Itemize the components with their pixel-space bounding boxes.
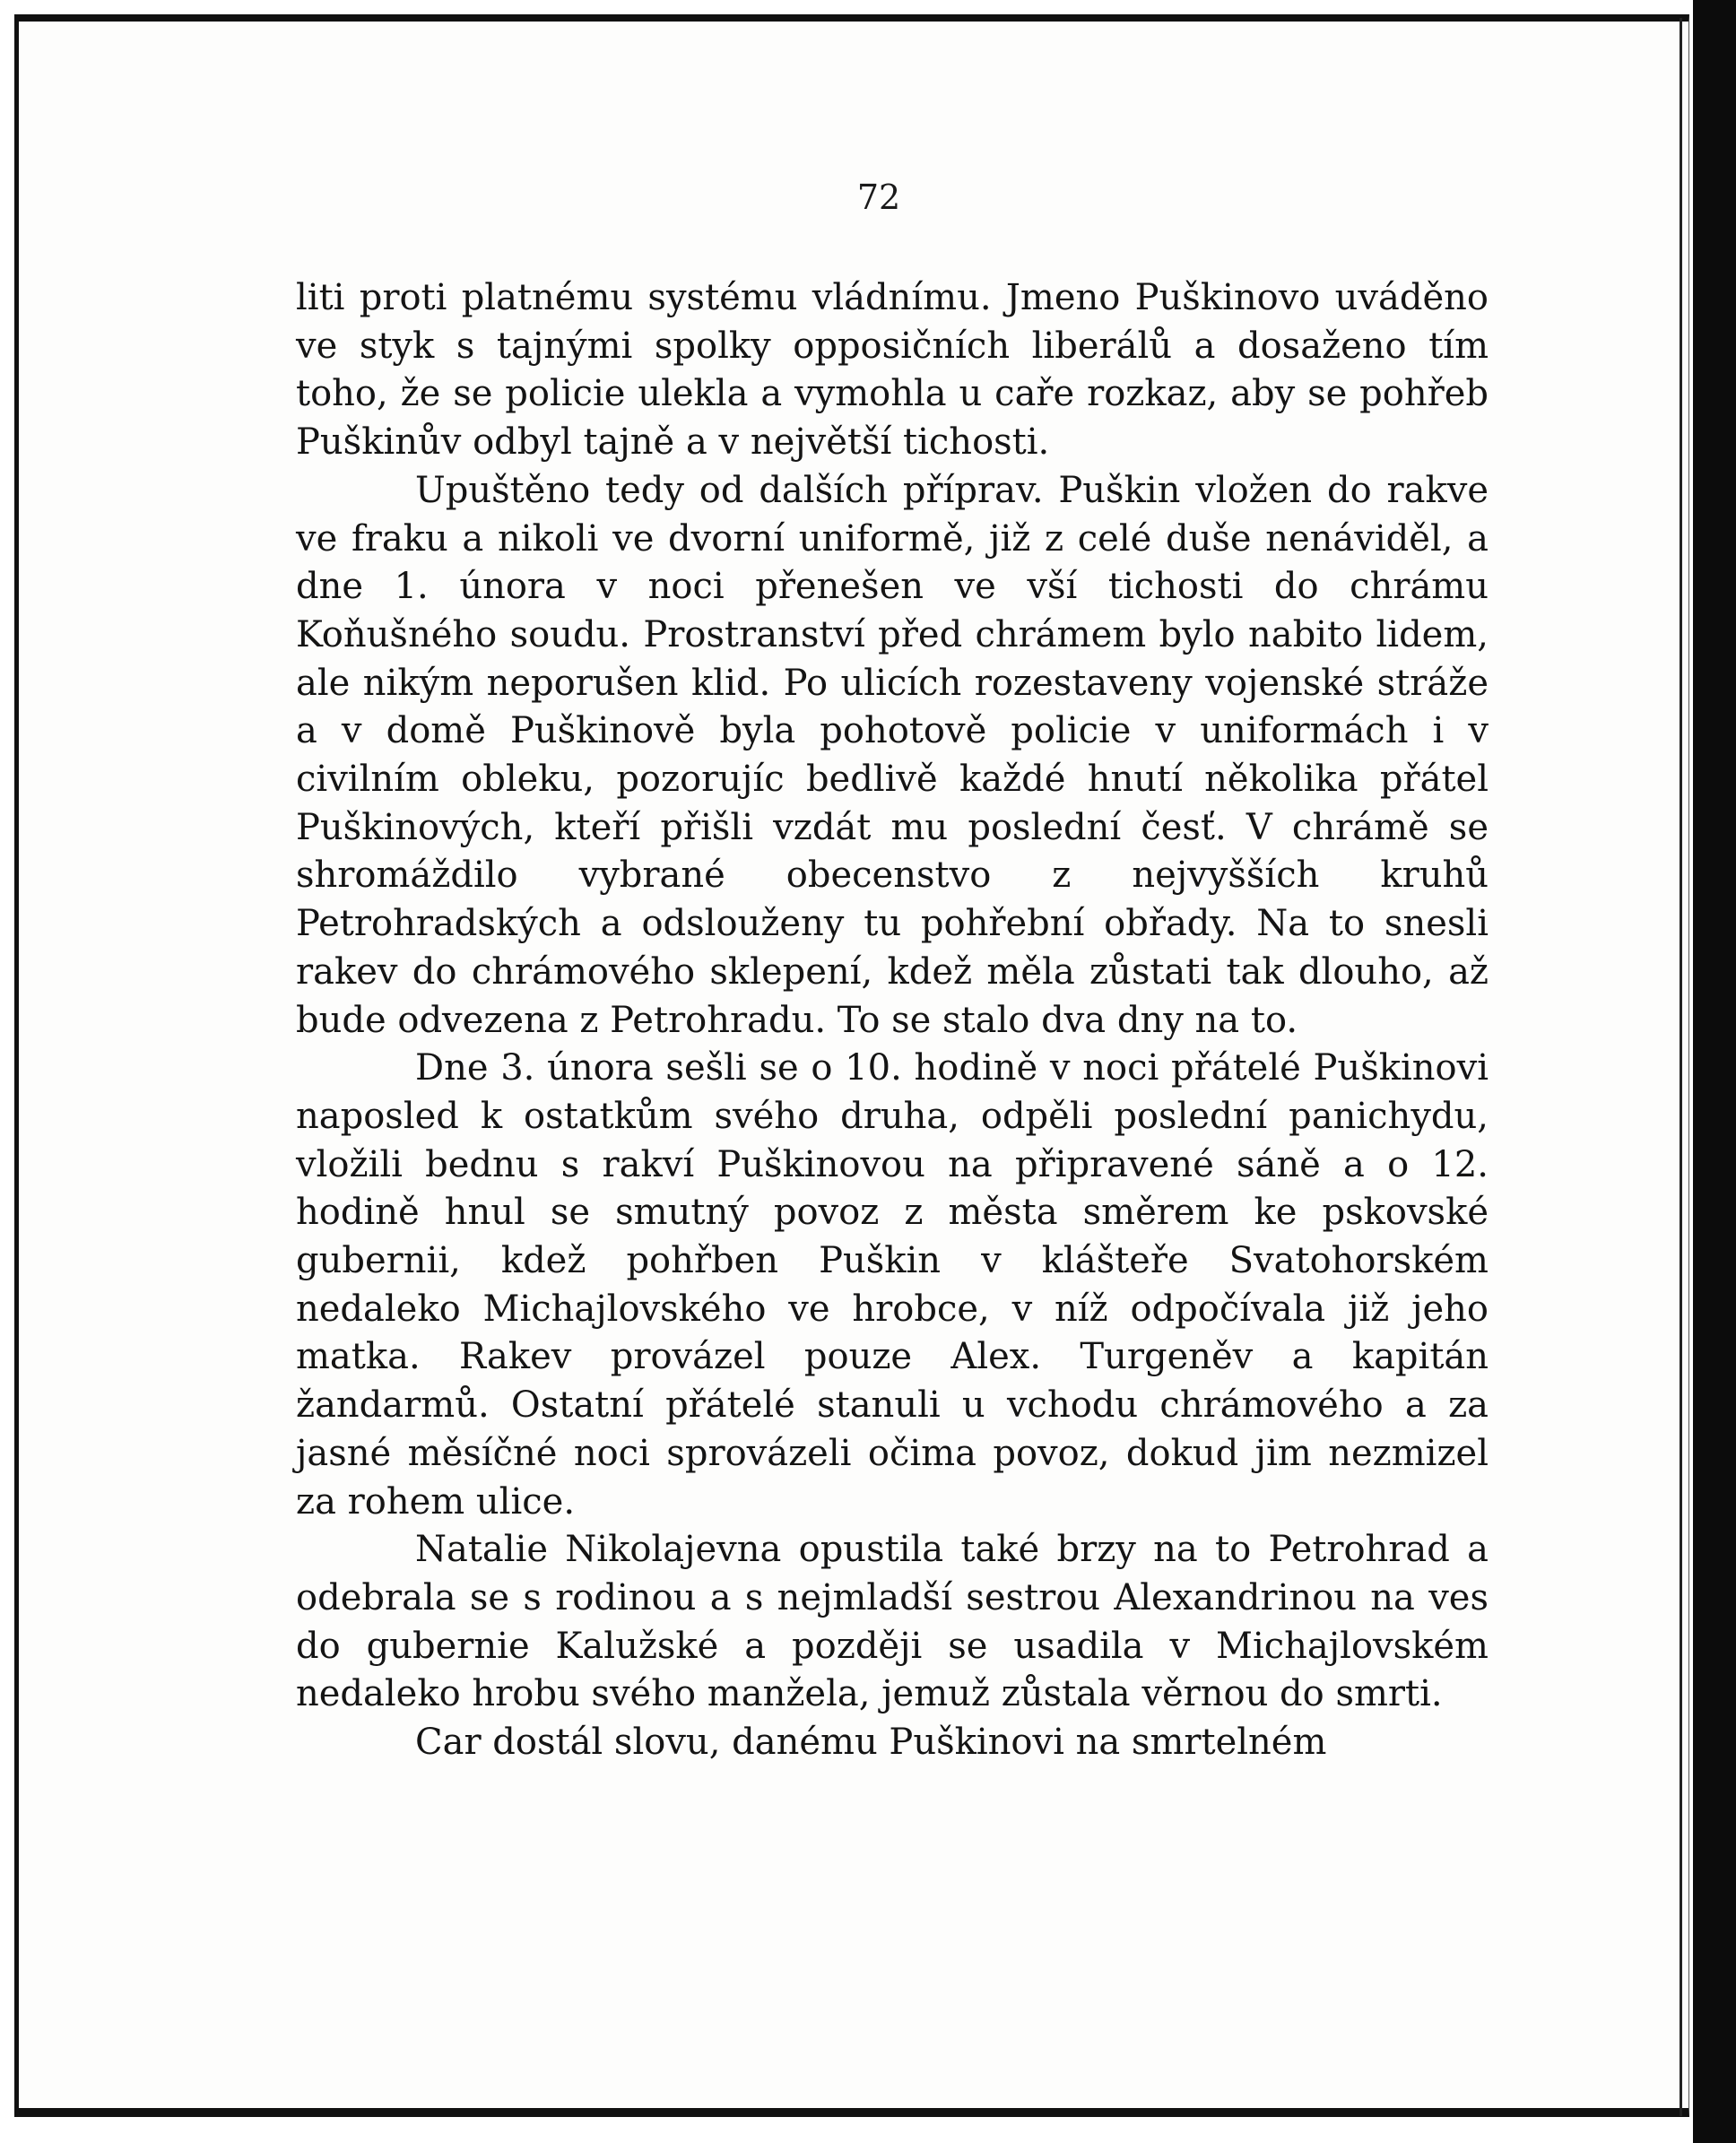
spine-line xyxy=(1680,18,1682,2116)
spine-band xyxy=(1693,0,1736,2143)
paragraph-4: Natalie Nikolajevna opustila také brzy na to Petrohrad a odebrala se s rodinou a s nejmladší sestrou Alexandrinou na ves do gubernie Kalužské a později se usadila v Michajlovském nedaleko hrobu svého manžela, jemuž zůstala věrnou do smrti. xyxy=(296,1529,1489,1715)
body-text xyxy=(296,274,1489,1767)
page-number: 72 xyxy=(856,178,901,217)
paragraph-5: Car dostál slovu, danému Puškinovi na smrtelném xyxy=(415,1722,1327,1764)
paragraph-1: liti proti platnému systému vládnímu. Jmeno Puškinovo uváděno ve styk s tajnými spolky opposičních liberálů a dosaženo tím toho, že se policie ulekla a vymohla u caře rozkaz, aby se pohřeb Puškinův odbyl tajně a v největší tichosti. xyxy=(296,277,1489,464)
paragraph-2: Upuštěno tedy od dalších příprav. Puškin vložen do rakve ve fraku a nikoli ve dvorní uniformě, již z celé duše nenáviděl, a dne 1. února v noci přenešen ve vší tichosti do chrámu Koňušného soudu. Prostranství před chrámem bylo nabito lidem, ale nikým neporušen klid. Po ulicích rozestaveny vojenské stráže a v domě Puškinově byla pohotově policie v uniformách i v civilním obleku, pozorujíc bedlivě každé hnutí několika přátel Puškinových, kteří přišli vzdát mu poslední česť. V chrámě se shromáždilo vybrané obecenstvo z nejvyšších kruhů Petrohradských a odslouženy tu pohřební obřady. Na to snesli rakev do chrámového sklepení, kdež měla zůstati tak dlouho, až bude odvezena z Petrohradu. To se stalo dva dny na to. xyxy=(296,469,1489,1041)
paragraph-3: Dne 3. února sešli se o 10. hodině v noci přátelé Puškinovi naposled k ostatkům svého druha, odpěli poslední panichydu, vložili bednu s rakví Puškinovou na připravené sáně a o 12. hodině hnul se smutný povoz z města směrem ke pskovské gubernii, kdež pohřben Puškin v klášteře Svatohorském nedaleko Michajlovského ve hrobce, v níž odpočívala již jeho matka. Rakev provázel pouze Alex. Turgeněv a kapitán žandarmů. Ostatní přátelé stanuli u vchodu chrámového a za jasné měsíčné noci sprovázeli očima povoz, dokud jim nezmizel za rohem ulice. xyxy=(296,1047,1489,1523)
